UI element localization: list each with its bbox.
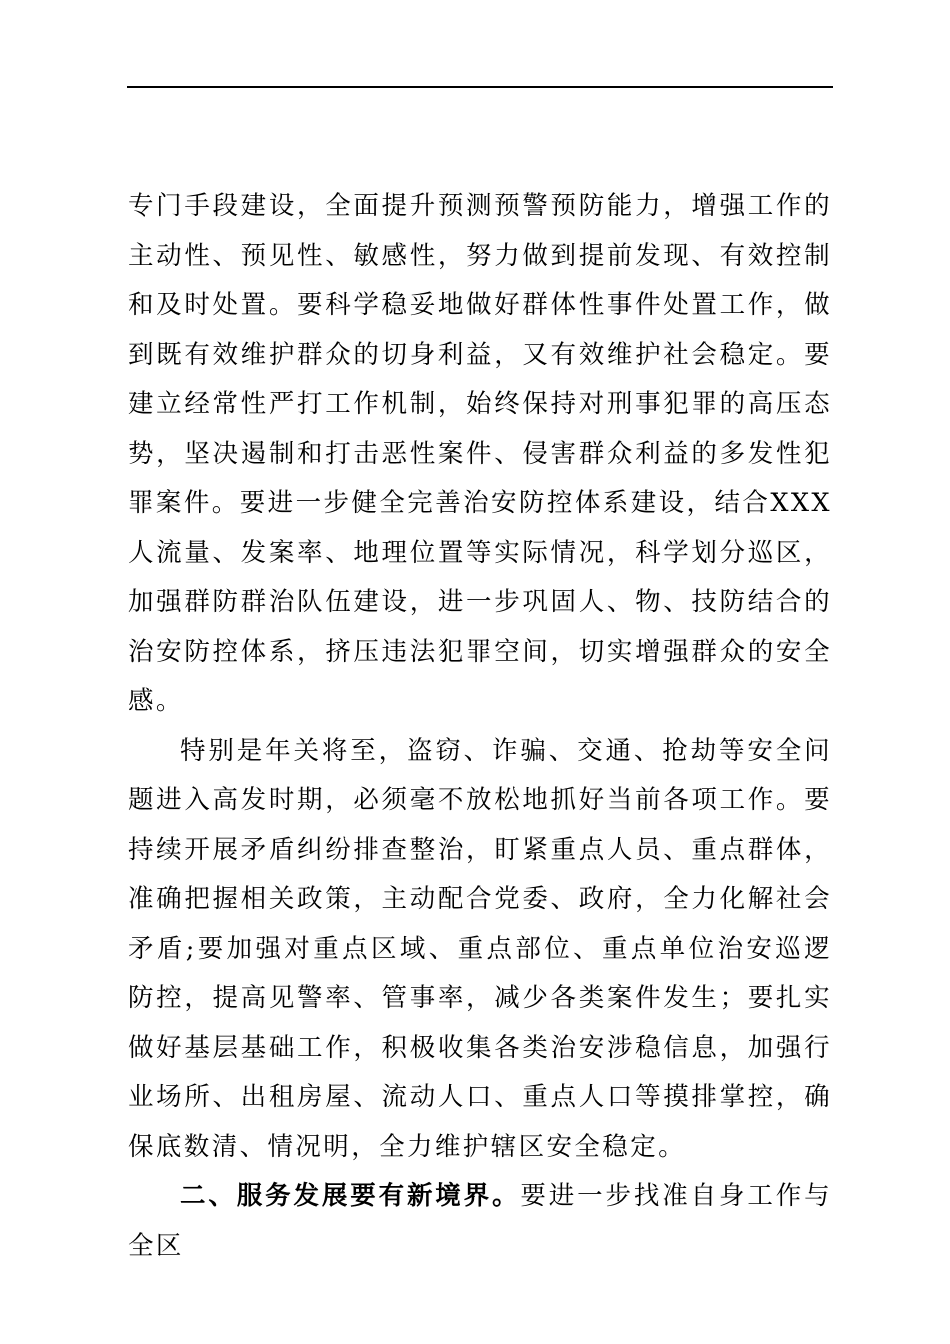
paragraph-1-text: 专门手段建设，全面提升预测预警预防能力，增强工作的主动性、预见性、敏感性，努力做到提前发现、有效控制和及时处置。要科学稳妥地做好群体性事件处置工作，做到既有效维护群众的切身利益，又有效维护社会稳定。要建立经常性严打工作机制，始终保持对刑事犯罪的高压态势，坚决遏制和打击恶性案件、侵害群众利益的多发性犯罪案件。要进一步健全完善治安防控体系建设，结合XXX人流量、发案率、地理位置等实际情况，科学划分巡区，加强群防群治队伍建设，进一步巩固人、物、技防结合的治安防控体系，挤压违法犯罪空间，切实增强群众的安全感。: [128, 191, 832, 716]
paragraph-2-text: 特别是年关将至，盗窃、诈骗、交通、抢劫等安全问题进入高发时期，必须毫不放松地抓好当前各项工作。要持续开展矛盾纠纷排查整治，盯紧重点人员、重点群体，准确把握相关政策，主动配合党委、政府，全力化解社会矛盾;要加强对重点区域、重点部位、重点单位治安巡逻防控，提高见警率、管事率，减少各类案件发生；要扎实做好基层基础工作，积极收集各类治安涉稳信息，加强行业场所、出租房屋、流动人口、重点人口等摸排掌控，确保底数清、情况明，全力维护辖区安全稳定。: [128, 735, 832, 1162]
paragraph-3-text: 要进一步找准自身工作与全区: [128, 1181, 832, 1261]
header-rule: [127, 86, 833, 88]
paragraph-2: [128, 727, 832, 1173]
document-body: [128, 182, 832, 1271]
paragraph-1: [128, 182, 832, 727]
paragraph-3: [128, 1172, 832, 1271]
section-heading: 二、服务发展要有新境界。: [180, 1181, 521, 1211]
